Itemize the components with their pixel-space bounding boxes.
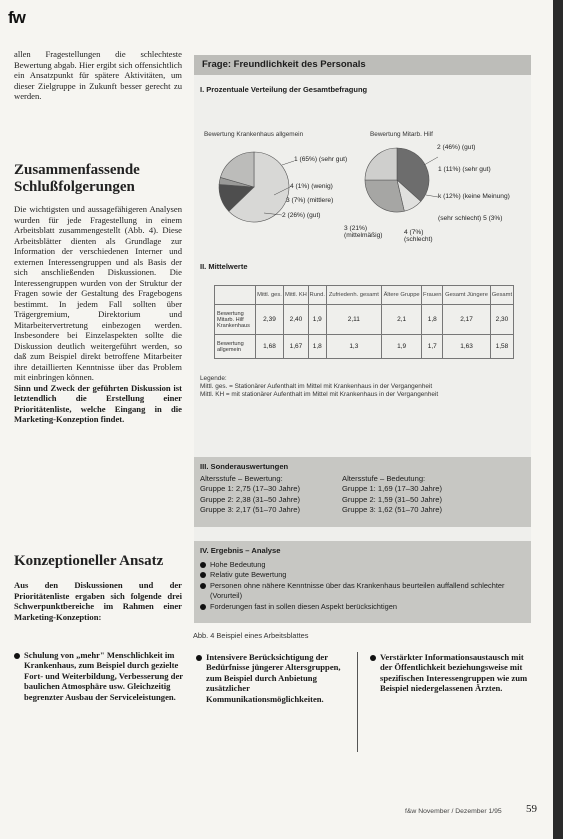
concept-heading: Konzeptioneller Ansatz [14,553,164,569]
pie-2-title: Bewertung Mitarb. Hilf [370,131,433,138]
row-label: Bewertung Mitarb. Hilf Krankenhaus [215,305,256,335]
section-3-title: III. Sonderauswertungen [200,462,289,471]
table-cell: 2,30 [490,305,513,335]
pie-2-label: (sehr schlecht) 5 (3%) [438,215,503,222]
sa-line: Gruppe 1: 2,75 (17–30 Jahre) [200,484,301,494]
sa-line: Gruppe 3: 2,17 (51–70 Jahre) [200,505,301,515]
section-1-title: I. Prozentuale Verteilung der Gesamtbefragung [200,85,368,94]
bullet-1-text: Schulung von „mehr" Menschlichkeit im Krankenhaus, zum Beispiel durch gezielte Fort- und Weiterbildung, Verbesserung der baulichen Atmosphäre usw. Gleichzeitig begrenzter Ausbau der Serviceleistungen. [24,650,183,702]
table-cell: 1,9 [381,335,421,359]
table-header-row [215,286,514,305]
result-item: Personen ohne nähere Kenntnisse über das Krankenhaus beurteilen auffallend schlechter (Vorurteil) [200,581,526,602]
table-cell: 2,17 [443,305,491,335]
pie-1-label: 3 (7%) (mittlere) [286,197,334,204]
summary-bold-text: Sinn und Zweck der geführten Diskussion ist letztendlich die Erstellung einer Prioritätenliste, welche Eingang in die Marketing-Konzeption findet. [14,382,182,424]
result-list [200,560,526,612]
sa-line: Gruppe 1: 1,69 (17–30 Jahre) [342,484,443,494]
table-header: Rund. [308,286,326,305]
legend-line: Mittl. ges. = Stationärer Aufenthalt im Mittel mit Krankenhaus in der Vergangenheit [200,383,433,390]
figure-caption: Abb. 4 Beispiel eines Arbeitsblattes [193,631,309,640]
bullet-icon [200,562,206,568]
pie-1-label: 2 (26%) (gut) [282,212,321,219]
concept-section [14,553,182,622]
pie-1-label: 1 (65%) (sehr gut) [294,156,348,163]
pie-2 [365,148,438,212]
sa-line: Gruppe 3: 1,62 (51–70 Jahre) [342,505,443,515]
table-cell: 2,40 [284,305,309,335]
intro-text: allen Fragestellungen die schlechteste Bewertung abgab. Hier ergibt sich offensichtlich ein Ansatzpunkt für spätere Aktivitäten, um dieser Zielgruppe in Zukunft besser gerecht zu werden. [14,49,182,101]
table-cell: 1,9 [308,305,326,335]
table-cell: 1,8 [308,335,326,359]
table-cell: 1,67 [284,335,309,359]
result-item: Relativ gute Bewertung [200,570,526,580]
legend-head: Legende: [200,375,227,382]
worksheet-figure [194,55,531,623]
result-band [194,541,531,623]
result-item: Forderungen fast in sollen diesen Aspekt berücksichtigen [200,602,526,612]
pie-1-title: Bewertung Krankenhaus allgemein [204,131,304,138]
table-cell: 2,11 [326,305,381,335]
intro-paragraph [14,49,182,102]
journal-logo: fw [8,8,25,27]
sa-line: Altersstufe – Bewertung: [200,474,283,483]
table-cell: 1,68 [256,335,284,359]
bullet-2 [196,652,354,704]
journal-footer: f&w November / Dezember 1/95 [405,808,502,815]
pie-2-label: k (12%) (keine Meinung) [438,193,510,200]
table-corner [215,286,256,305]
table-header: Gesamt Jüngere [443,286,491,305]
pie-1-label: 4 (1%) (wenig) [290,183,333,190]
table-cell: 1,8 [422,305,443,335]
concept-text: Aus den Diskussionen und der Prioritätenliste ergaben sich folgende drei Schwerpunktbereiche im Rahmen einer Marketing-Konzeption: [14,580,182,622]
table-header: Gesamt [490,286,513,305]
figure-title: Frage: Freundlichkeit des Personals [194,55,531,75]
table-header: Frauen [422,286,443,305]
bullet-icon [370,655,376,661]
section-2-title: II. Mittelwerte [200,262,248,271]
bullet-icon [200,572,206,578]
table-row [215,335,514,359]
mean-values-table [214,285,514,359]
table-cell: 2,39 [256,305,284,335]
pie-2-label: 3 (21%) (mittelmäßig) [344,225,383,239]
table-header: Ältere Gruppe [381,286,421,305]
result-item: Hohe Bedeutung [200,560,526,570]
sa-line: Gruppe 2: 2,38 (31–50 Jahre) [200,494,301,504]
page-edge [553,0,563,839]
table-header: Mittl. ges. [256,286,284,305]
pie-2-label: 4 (7%) (schlecht) [404,229,433,243]
bullet-2-text: Intensivere Berücksichtigung der Bedürfnisse jüngerer Altersgruppen, zum Beispiel durch Anbietung zusätzlicher Kommunikationsmöglichkeiten. [206,652,341,704]
table-header: Mittl. KH [284,286,309,305]
age-rating-list [200,474,300,516]
table-cell: 1,58 [490,335,513,359]
summary-heading: Zusammenfassende Schlußfolgerungen [14,162,140,195]
table-header: Zufriedenh. gesamt [326,286,381,305]
bullet-icon [14,653,20,659]
age-importance-list [342,474,442,516]
table-row [215,305,514,335]
bullet-3-text: Verstärkter Informationsaustausch mit der Öffentlichkeit beziehungsweise mit spezifischen Interessengruppen wie zum Beispiel niedergelassenen Ärzten. [380,652,528,694]
sa-line: Gruppe 2: 1,59 (31–50 Jahre) [342,494,443,504]
bullet-icon [200,604,206,610]
sa-line: Altersstufe – Bedeutung: [342,474,426,483]
section-4-title: IV. Ergebnis – Analyse [200,546,281,555]
pie-2-label: 2 (46%) (gut) [437,144,476,151]
table-cell: 1,7 [422,335,443,359]
special-analysis-band [194,457,531,527]
summary-text: Die wichtigsten und aussagefähigeren Analysen wurden für jede Fragestellung in einem Arbeitsblatt zusammengestellt (Abb. 4). Diese Arbeitsblätter dienten als Grundlage zur Information der verschiedenen Interner und externen Interessengruppen und als Basis der sich anschließenden Diskussionen. Die Interessengruppen wurden von der Struktur der Fragen sowie der Gestaltung des Fragebogens bestimmt. In jedem Fall sollten über Trägergremium, Direktorium und Mitarbeitervertretung einbezogen werden. Insbesondere bei Einzelaspekten sollte die Diskussion deutlich weitergeführt werden, so daß zum Beispiel direkt betroffene Mitarbeiter ihre detaillierten Kenntnisse über das Problem mit einbringen können. [14,204,182,382]
pie-2-label: 1 (11%) (sehr gut) [438,166,491,173]
bullet-icon [196,655,202,661]
page-number: 59 [526,803,537,815]
table-cell: 1,63 [443,335,491,359]
column-rule [357,652,358,752]
bullet-3 [370,652,530,694]
bullet-1 [14,650,192,702]
legend-line: Mittl. KH = mit stationärer Aufenthalt im Mittel mit Krankenhaus in der Vergangenheit [200,391,439,398]
table-cell: 1,3 [326,335,381,359]
table-cell: 2,1 [381,305,421,335]
bullet-icon [200,583,206,589]
summary-section [14,162,182,425]
row-label: Bewertung allgemein [215,335,256,359]
